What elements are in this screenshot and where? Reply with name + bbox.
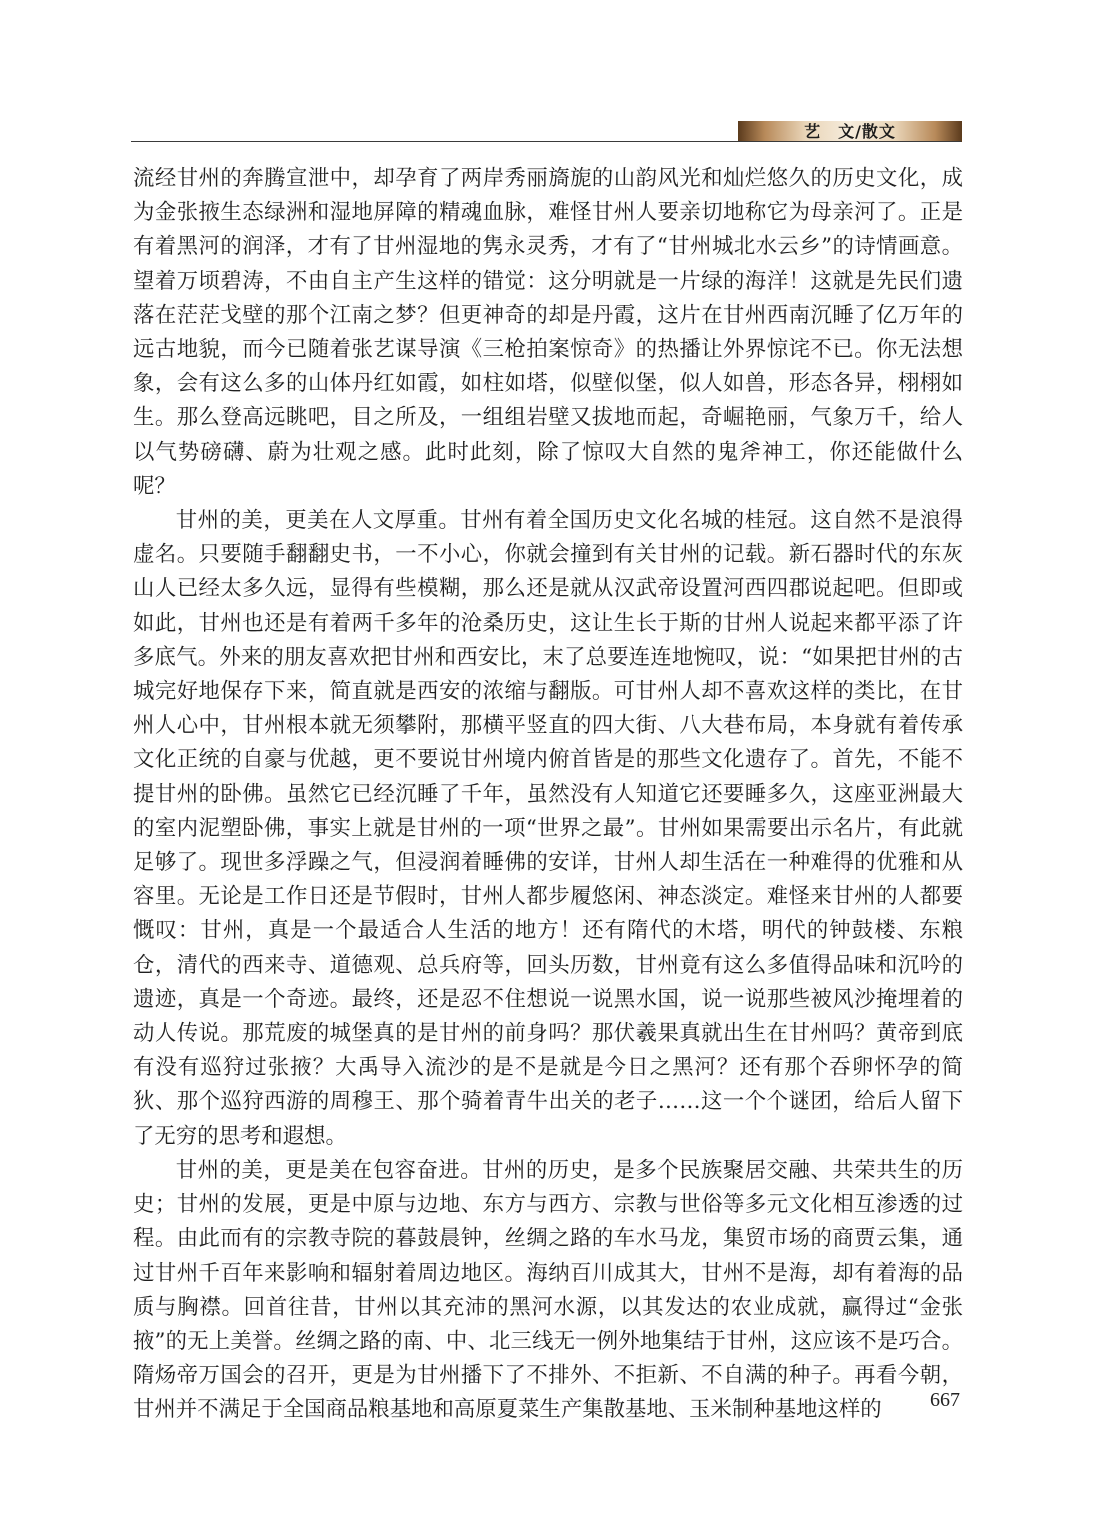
- header-rule: [131, 141, 961, 142]
- paragraph-continued: 流经甘州的奔腾宣泄中，却孕育了两岸秀丽旖旎的山韵风光和灿烂悠久的历史文化，成为金张掖生态绿洲和湿地屏障的精魂血脉，难怪甘州人要亲切地称它为母亲河了。正是有着黑河的润泽，才有了甘州湿地的隽永灵秀，才有了“甘州城北水云乡”的诗情画意。望着万顷碧涛，不由自主产生这样的错觉：这分明就是一片绿的海洋！这就是先民们遗落在茫茫戈壁的那个江南之梦？但更神奇的却是丹霞，这片在甘州西南沉睡了亿万年的远古地貌，而今已随着张艺谋导演《三枪拍案惊奇》的热播让外界惊诧不已。你无法想象，会有这么多的山体丹红如霞，如柱如塔，似壁似堡，似人如兽，形态各异，栩栩如生。那么登高远眺吧，目之所及，一组组岩壁又拔地而起，奇崛艳丽，气象万千，给人以气势磅礴、蔚为壮观之感。此时此刻，除了惊叹大自然的鬼斧神工，你还能做什么呢？: [133, 166, 963, 499]
- page-number: 667: [930, 1389, 960, 1411]
- section-label: 艺 文/散文: [804, 122, 896, 141]
- section-banner: [738, 121, 962, 142]
- paragraph-humanities: 甘州的美，更美在人文厚重。甘州有着全国历史文化名城的桂冠。这自然不是浪得虚名。只要随手翻翻史书，一不小心，你就会撞到有关甘州的记载。新石器时代的东灰山人已经太多久远，显得有些模糊，那么还是就从汉武帝设置河西四郡说起吧。但即或如此，甘州也还是有着两千多年的沧桑历史，这让生长于斯的甘州人说起来都平添了许多底气。外来的朋友喜欢把甘州和西安比，末了总要连连地惋叹，说：“如果把甘州的古城完好地保存下来，简直就是西安的浓缩与翻版。可甘州人却不喜欢这样的类比，在甘州人心中，甘州根本就无须攀附，那横平竖直的四大街、八大巷布局，本身就有着传承文化正统的自豪与优越，更不要说甘州境内俯首皆是的那些文化遗存了。首先，不能不提甘州的卧佛。虽然它已经沉睡了千年，虽然没有人知道它还要睡多久，这座亚洲最大的室内泥塑卧佛，事实上就是甘州的一项“世界之最”。甘州如果需要出示名片，有此就足够了。现世多浮躁之气，但浸润着睡佛的安详，甘州人却生活在一种难得的优雅和从容里。无论是工作日还是节假时，甘州人都步履悠闲、神态淡定。难怪来甘州的人都要慨叹：甘州，真是一个最适合人生活的地方！还有隋代的木塔，明代的钟鼓楼、东粮仓，清代的西来寺、道德观、总兵府等，回头历数，甘州竟有这么多值得品味和沉吟的遗迹，真是一个奇迹。最终，还是忍不住想说一说黑水国，说一说那些被风沙掩埋着的动人传说。那荒废的城堡真的是甘州的前身吗？那伏羲果真就出生在甘州吗？黄帝到底有没有巡狩过张掖？大禹导入流沙的是不是就是今日之黑河？还有那个吞卵怀孕的简狄、那个巡狩西游的周穆王、那个骑着青牛出关的老子……这一个个谜团，给后人留下了无穷的思考和遐想。: [133, 508, 963, 1149]
- article-body: [133, 162, 963, 1428]
- paragraph-inclusive: 甘州的美，更是美在包容奋进。甘州的历史，是多个民族聚居交融、共荣共生的历史；甘州的发展，更是中原与边地、东方与西方、宗教与世俗等多元文化相互渗透的过程。由此而有的宗教寺院的暮鼓晨钟，丝绸之路的车水马龙，集贸市场的商贾云集，通过甘州千百年来影响和辐射着周边地区。海纳百川成其大，甘州不是海，却有着海的品质与胸襟。回首往昔，甘州以其充沛的黑河水源，以其发达的农业成就，赢得过“金张掖”的无上美誉。丝绸之路的南、中、北三线无一例外地集结于甘州，这应该不是巧合。隋炀帝万国会的召开，更是为甘州播下了不排外、不拒新、不自满的种子。再看今朝，甘州并不满足于全国商品粮基地和高原夏菜生产集散基地、玉米制种基地这样的: [133, 1157, 963, 1423]
